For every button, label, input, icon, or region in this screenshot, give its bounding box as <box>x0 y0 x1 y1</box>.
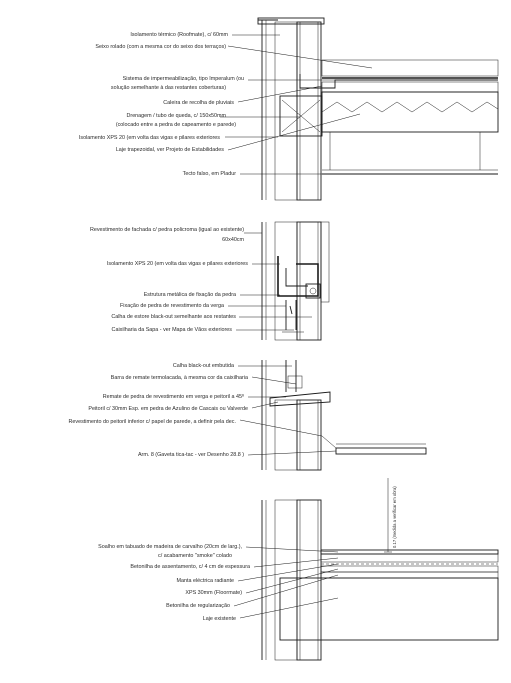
lintel-label: Calha de estore black-out semelhante aos restantes <box>111 314 236 320</box>
roof-labels <box>79 32 244 177</box>
drawer-furniture <box>336 448 426 454</box>
roof-label: Seixo rolado (com a mesma cor do seixo dos terraços) <box>95 44 226 50</box>
roof-label: Sistema de impermeabilização, tipo Imperalum (ou <box>122 76 244 82</box>
floor-label: Betonilha de assentamento, c/ 4 cm de espessura <box>130 564 250 570</box>
levelling-screed <box>321 572 498 578</box>
roof-label: Isolamento XPS 20 (em volta das vigas e pilares exteriores <box>78 135 220 141</box>
lintel-label: Caixilharia da Sapa - ver Mapa de Vãos exteriores <box>111 327 232 333</box>
floor-labels <box>98 544 250 622</box>
roof-label: solução semelhante à das restantes coberturas) <box>110 85 226 91</box>
lintel-labels <box>90 227 248 333</box>
sill-label: Revestimento do peitoril inferior c/ papel de parede, a definir pela dec. <box>68 419 236 425</box>
sill-label: Arm. 8 (Gaveta tica-tac - ver Desenho 28.8 ) <box>137 452 244 458</box>
floor-wall-insulation <box>275 500 297 660</box>
floor-label: Laje existente <box>202 616 236 622</box>
sill-labels <box>68 363 248 458</box>
roof-insulation <box>322 82 498 92</box>
floor-label: Manta eléctrica radiante <box>176 578 234 584</box>
blackout-channel <box>288 376 302 388</box>
floor-label: Betonilha de regularização <box>166 603 230 609</box>
lintel-label: Revestimento de fachada c/ pedra policroma (igual ao existente) <box>89 227 244 233</box>
metal-fixing-structure <box>278 256 318 296</box>
xps-floormate <box>321 566 498 572</box>
roof-gravel <box>322 60 498 76</box>
lintel-detail <box>262 222 329 340</box>
sill-label: Peitoril c/ 30mm Esp. em pedra de Azulino de Cascais ou Valverde <box>88 406 248 412</box>
roof-label: (colocado entre a pedra de capeamento e parede) <box>115 122 236 128</box>
screed-layer <box>321 554 498 562</box>
trapezoidal-deck <box>322 102 498 112</box>
sill-label: Barra de remate termolacada, à mesma cor da caixilharia <box>110 375 248 381</box>
lintel-label: Isolamento XPS 20 (em volta das vigas e pilares exteriores <box>106 261 248 267</box>
lintel-label: 60x40cm <box>222 237 244 243</box>
roof-label: Drenagem / tubo de queda, c/ 150x50mm <box>126 113 226 119</box>
parapet-cap <box>258 18 324 24</box>
window-frame-top <box>286 300 296 330</box>
roof-label: Isolamento térmico (Roofmate), c/ 60mm <box>130 32 228 38</box>
floor-label: Soalho em tabuado de madeira de carvalho (20cm de larg.), <box>98 544 242 550</box>
oak-flooring <box>321 550 498 554</box>
roof-label: Laje trapezoidal, ver Projeto de Estabilidades <box>115 147 224 153</box>
sill-detail <box>262 360 426 470</box>
sill-label: Remate de pedra de revestimento em verga e peitoril a 45º <box>102 394 244 400</box>
lintel-beam <box>321 222 329 302</box>
dimension-note: 0.17 (medida a verificar em obra) <box>392 486 397 548</box>
roof-label: Caleira de recolha de pluviais <box>163 100 234 106</box>
sill-wall-insulation <box>275 400 297 470</box>
floor-wall-core <box>297 500 321 660</box>
lintel-label: Estrutura metálica de fixação da pedra <box>143 292 236 298</box>
lintel-label: Fixação de pedra de revestimento da verga <box>120 303 224 309</box>
roof-wall-core <box>297 22 321 200</box>
sill-label: Calha black-out embutida <box>172 363 234 369</box>
floor-label: c/ acabamento "smoke" colado <box>158 553 232 559</box>
roof-detail <box>258 18 498 200</box>
floor-label: XPS 30mm (Floormate) <box>185 590 242 596</box>
roof-label: Tecto falso, em Pladur <box>182 171 236 177</box>
roof-wall-insulation <box>275 22 297 200</box>
existing-slab <box>280 578 498 640</box>
floor-detail <box>262 478 498 660</box>
